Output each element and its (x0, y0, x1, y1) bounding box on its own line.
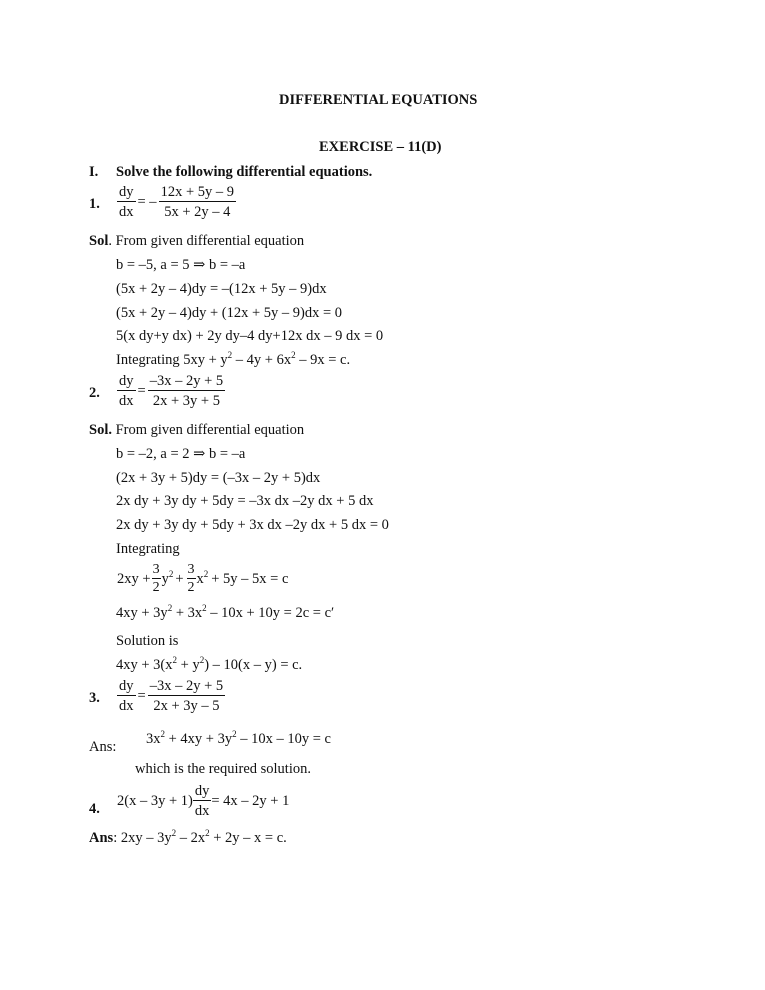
solution-2-step: 2x dy + 3y dy + 5dy = –3x dx –2y dx + 5 dx (116, 493, 374, 509)
rhs-fraction: $\frac{-3x - 2y + 5}{2x + 3y + 5}$ (149, 373, 224, 409)
derivative-fraction: $\frac{dy}{dx}$ (119, 678, 134, 714)
solution-2-step: 2x dy + 3y dy + 5dy + 3x dx –2y dx + 5 dx = 0 (116, 517, 389, 533)
section-number: I. (89, 164, 99, 180)
solution-1-step: 5(x dy+y dx) + 2y dy–4 dy+12x dx – 9 dx = 0 (116, 328, 384, 344)
problem-1-equation: $\frac{dy}{dx}$ = – $\frac{12x + 5y - 9}{5x + 2y - 4}$ (119, 184, 234, 220)
answer-4: Ans: $2xy - 3y^2 - 2x^2 + 2y - x = c$. (89, 828, 287, 846)
solution-2-label: Solution is (116, 633, 179, 649)
solution-1-intro: Sol. From given differential equation (89, 233, 305, 249)
problem-number-4: 4. (89, 801, 100, 817)
solution-2-simplified: $4xy + 3y^2 + 3x^2 - 10x + 10y = 2c = c'$ (116, 603, 335, 621)
solution-1-final: Integrating $5xy + y^2 - 4y + 6x^2 - 9x = c$. (116, 350, 351, 368)
solution-1-step: (5x + 2y – 4)dy + (12x + 5y – 9)dx = 0 (116, 305, 343, 321)
solution-2-step: Integrating (116, 541, 180, 557)
section-heading: Solve the following differential equations. (116, 164, 373, 180)
exercise-heading: EXERCISE – 11(D) (319, 139, 442, 155)
problem-2-equation: $\frac{dy}{dx}$ = $\frac{-3x - 2y + 5}{2x + 3y + 5}$ (119, 373, 224, 409)
problem-number-1: 1. (89, 196, 100, 212)
page-title: DIFFERENTIAL EQUATIONS (279, 92, 478, 108)
solution-2-step: b = –2, a = 2 ⇒ b = –a (116, 446, 246, 462)
problem-number-2: 2. (89, 385, 100, 401)
derivative-fraction: $\frac{dy}{dx}$ (119, 184, 134, 220)
problem-4-equation: 2(x – 3y + 1) $\frac{dy}{dx}$ = 4x – 2y + 1 (117, 783, 290, 819)
solution-2-intro: Sol. From given differential equation (89, 422, 305, 438)
solution-2-step: (2x + 3y + 5)dy = (–3x – 2y + 5)dx (116, 470, 321, 486)
problem-3-equation: $\frac{dy}{dx}$ = $\frac{-3x - 2y + 5}{2x + 3y - 5}$ (119, 678, 224, 714)
derivative-fraction: $\frac{dy}{dx}$ (194, 783, 210, 819)
answer-3-label: Ans: (89, 739, 117, 755)
solution-2-final: $4xy + 3(x^2 + y^2) - 10(x - y) = c$. (116, 655, 303, 673)
problem-number-3: 3. (89, 690, 100, 706)
rhs-fraction: $\frac{-3x - 2y + 5}{2x + 3y - 5}$ (149, 678, 224, 714)
derivative-fraction: $\frac{dy}{dx}$ (119, 373, 134, 409)
solution-1-step: b = –5, a = 5 ⇒ b = –a (116, 257, 246, 273)
solution-2-integrated: 2xy + $\frac{3}{2}$ $y^2$ + $\frac{3}{2}$ $x^2$ + 5y – 5x = c (117, 562, 289, 595)
answer-3: $3x^2 + 4xy + 3y^2 - 10x - 10y = c$ (146, 729, 331, 747)
solution-1-step: (5x + 2y – 4)dy = –(12x + 5y – 9)dx (116, 281, 327, 297)
answer-3-note: which is the required solution. (135, 761, 311, 777)
rhs-fraction: $\frac{12x + 5y - 9}{5x + 2y - 4}$ (160, 184, 234, 220)
